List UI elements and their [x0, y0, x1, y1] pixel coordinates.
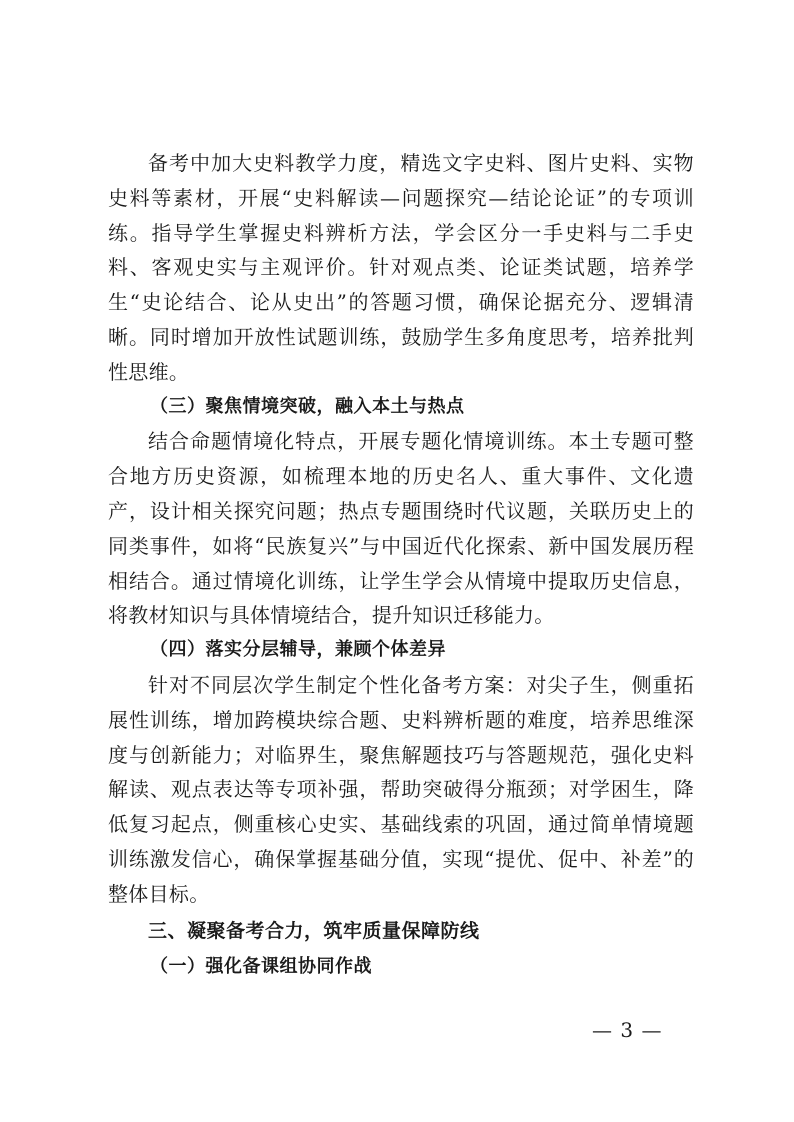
page-number: — 3 — — [592, 1018, 663, 1042]
subheading-collaborative-prep: （一）强化备课组协同作战 — [150, 955, 372, 977]
subheading-situational-breakthrough: （三）聚焦情境突破，融入本土与热点 — [150, 395, 465, 417]
paragraph-situational-training: 结合命题情境化特点，开展专题化情境训练。本土专题可整合地方历史资源，如梳理本地的历史名人、重大事件、文化遗产，设计相关探究问题；热点专题围绕时代议题，关联历史上的同类事件，如将“民族复兴”与中国近代化探索、新中国发展历程相结合。通过情境化训练，让学生学会从情境中提取历史信息，将教材知识与具体情境结合，提升知识迁移能力。 — [108, 429, 694, 628]
document-body — [108, 146, 694, 984]
section-heading-exam-synergy: 三、凝聚备考合力，筑牢质量保障防线 — [148, 919, 480, 942]
paragraph-historical-materials: 备考中加大史料教学力度，精选文字史料、图片史料、实物史料等素材，开展“史料解读—问题探究—结论论证”的专项训练。指导学生掌握史料辨析方法，学会区分一手史料与二手史料、客观史实与主观评价。针对观点类、论证类试题，培养学生“史论结合、论从史出”的答题习惯，确保论据充分、逻辑清晰。同时增加开放性试题训练，鼓励学生多角度思考，培养批判性思维。 — [108, 151, 694, 384]
paragraph-individualized-plans: 针对不同层次学生制定个性化备考方案：对尖子生，侧重拓展性训练，增加跨模块综合题、史料辨析题的难度，培养思维深度与创新能力；对临界生，聚焦解题技巧与答题规范，强化史料解读、观点表达等专项补强，帮助突破得分瓶颈；对学困生，降低复习起点，侧重核心史实、基础线索的巩固，通过简单情境题训练激发信心，确保掌握基础分值，实现“提优、促中、补差”的整体目标。 — [108, 672, 694, 906]
subheading-tiered-tutoring: （四）落实分层辅导，兼顾个体差异 — [150, 639, 446, 661]
